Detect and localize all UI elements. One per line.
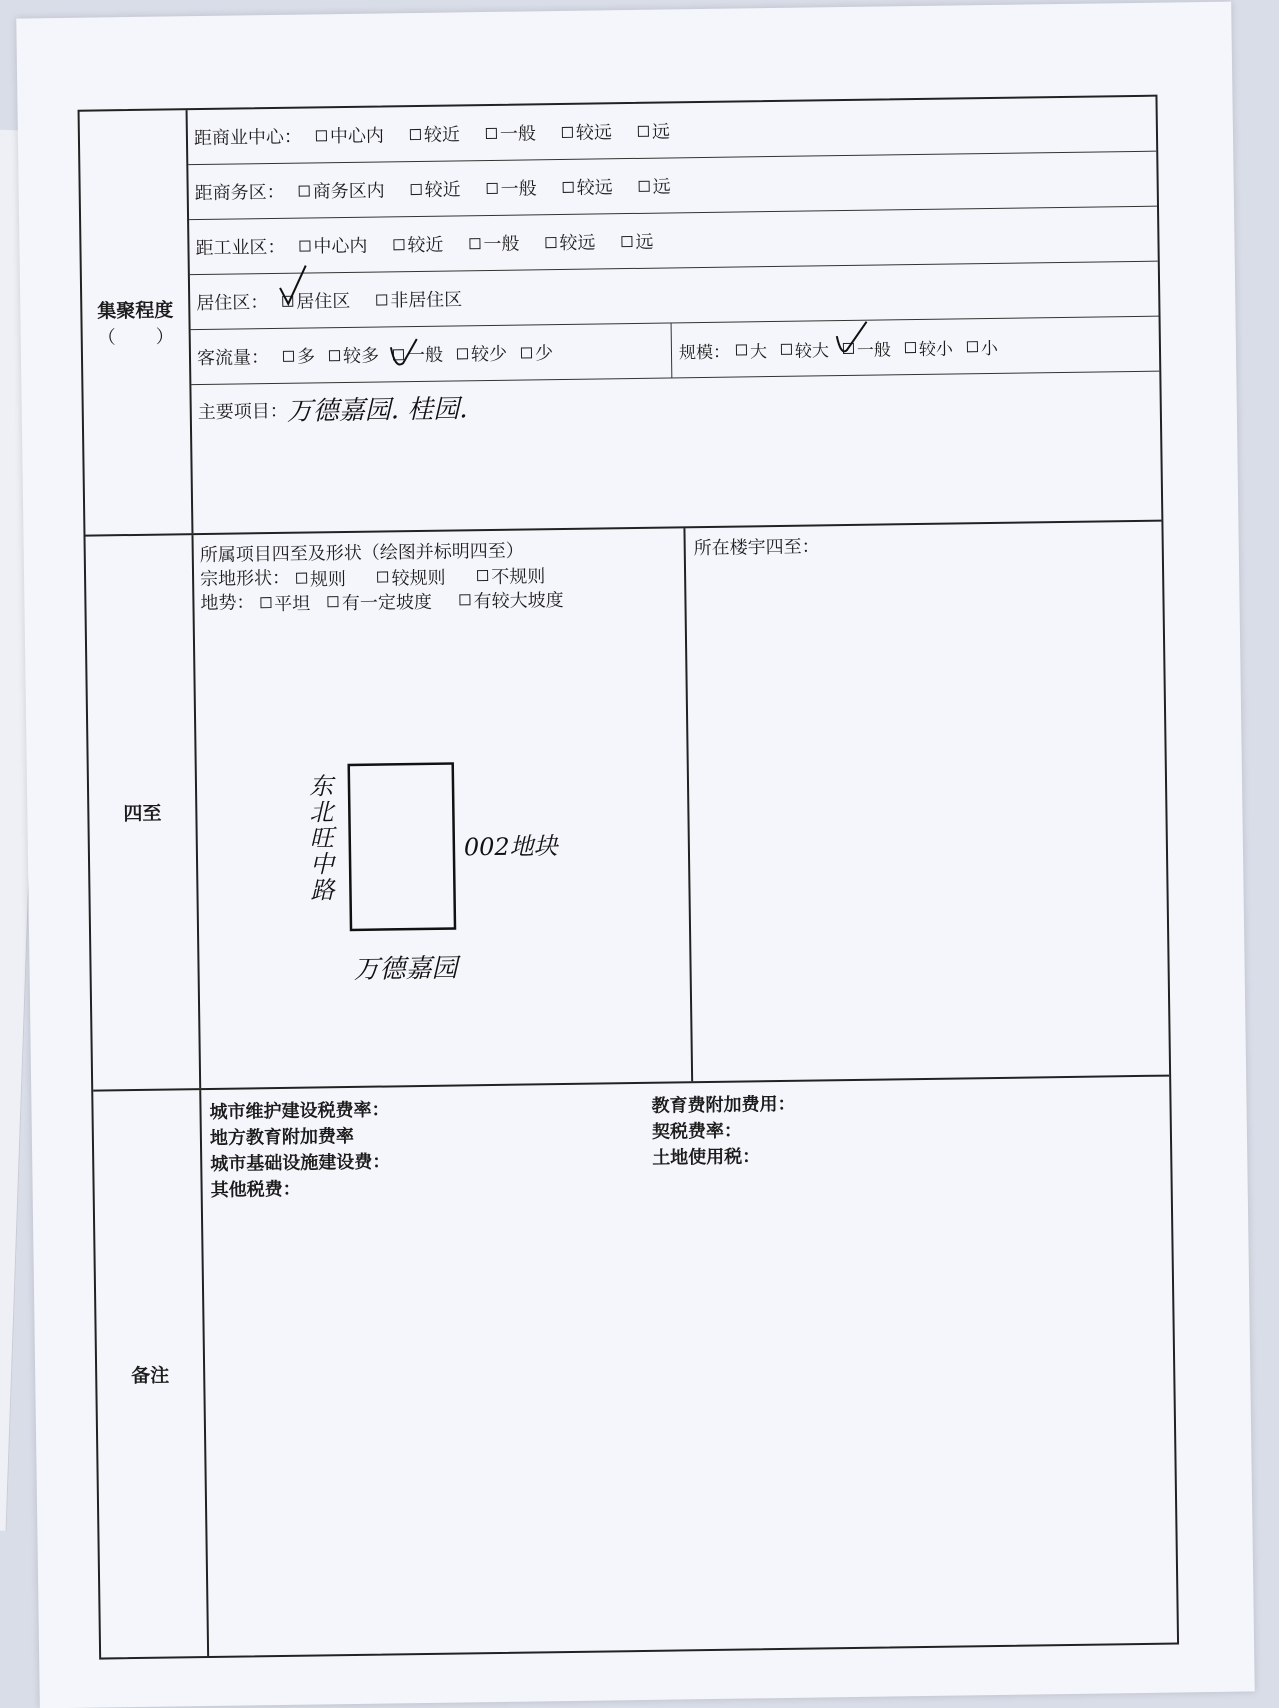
concentration-section [80, 97, 1162, 537]
checkbox[interactable] [283, 350, 294, 361]
option-non-residential[interactable] [376, 285, 462, 312]
boundaries-label [86, 535, 202, 1089]
option-label: 商务区内 [312, 180, 385, 203]
checkbox[interactable] [410, 128, 421, 139]
option-label: 较近 [423, 124, 461, 146]
checkbox[interactable] [639, 180, 650, 191]
option-label: 有较大坡度 [473, 589, 564, 612]
checkbox[interactable] [736, 344, 747, 355]
right-title: 所在楼宇四至： [693, 536, 820, 560]
option-label: 多 [296, 346, 316, 368]
scale-label: 规模： [678, 342, 731, 363]
option-label: 一般 [483, 233, 520, 256]
checkmark-icon [276, 261, 317, 308]
checkbox[interactable] [545, 237, 556, 248]
checkbox[interactable] [299, 185, 310, 196]
left-title: 所属项目四至及形状（绘图并标明四至） [199, 540, 524, 567]
checkbox[interactable] [460, 594, 471, 605]
option-label: 居住区 [296, 290, 351, 313]
checkbox[interactable] [486, 127, 497, 138]
row-label: 距工业区： [195, 236, 286, 260]
checkbox[interactable] [299, 240, 310, 251]
option-label: 一般 [856, 339, 892, 361]
remarks-body [201, 1077, 1177, 1656]
paper-sheet [16, 2, 1254, 1708]
checkbox[interactable] [377, 571, 388, 582]
option-label: 远 [652, 176, 671, 198]
option-farther[interactable] [562, 173, 612, 200]
boundaries-body [193, 522, 1169, 1088]
checkbox[interactable] [469, 238, 480, 249]
option-quite-large[interactable] [781, 336, 829, 362]
option-residential[interactable] [282, 287, 350, 314]
checkbox[interactable] [621, 235, 632, 246]
option-label: 大 [749, 341, 768, 362]
sketch-east-label: 002地块 [463, 832, 558, 862]
option-label: 有一定坡度 [341, 591, 433, 614]
remarks-right-line-2: 契税费率： [651, 1120, 743, 1143]
checkbox[interactable] [563, 181, 574, 192]
option-label: 较小 [918, 339, 954, 360]
remarks-right-line-3: 土地使用税： [652, 1146, 761, 1169]
sketch-south-label: 万德嘉园 [353, 953, 458, 985]
row-label: 距商业中心： [193, 126, 303, 150]
option-far[interactable] [638, 117, 670, 143]
option-label: 较远 [575, 122, 613, 144]
option-smaller[interactable] [905, 334, 953, 360]
option-farther[interactable] [562, 118, 612, 145]
option-label: 一般 [406, 344, 444, 367]
checkbox[interactable] [781, 343, 792, 354]
checkbox[interactable] [562, 126, 573, 137]
option-label: 较近 [424, 179, 461, 201]
option-label: 较大 [794, 340, 830, 362]
remarks-left-line-2: 地方教育附加费率 [209, 1125, 355, 1149]
option-label: 规则 [309, 568, 346, 591]
option-average[interactable] [393, 341, 443, 368]
checkbox[interactable] [967, 341, 978, 352]
concentration-paren: （ ） [97, 326, 174, 349]
option-medium[interactable] [486, 119, 536, 146]
option-label: 一般 [499, 123, 537, 145]
remarks-left-line-4: 其他税费： [210, 1178, 301, 1201]
option-label: 较规则 [391, 567, 446, 589]
option-far[interactable] [638, 172, 670, 198]
checkbox[interactable] [477, 570, 488, 581]
option-label: 较近 [407, 234, 444, 257]
option-label: 较少 [470, 343, 508, 366]
terrain-line [200, 584, 590, 617]
option-fewer[interactable] [457, 340, 507, 367]
option-label: 较远 [576, 177, 613, 199]
survey-form [78, 95, 1180, 1660]
site-sketch [347, 761, 480, 943]
checkmark-icon [389, 335, 423, 371]
checkbox[interactable] [376, 294, 387, 305]
option-center[interactable] [299, 232, 367, 259]
option-near[interactable] [410, 175, 460, 202]
option-quite-many[interactable] [329, 342, 379, 369]
option-farther[interactable] [545, 229, 595, 256]
row-label: 距商务区： [194, 181, 285, 205]
remarks-left-line-1: 城市维护建设税费率： [209, 1099, 390, 1123]
checkbox[interactable] [393, 239, 404, 250]
remarks-title: 备注 [131, 1364, 170, 1387]
remarks-right-line-1: 教育费附加费用： [651, 1093, 796, 1117]
option-label: 一般 [500, 178, 537, 200]
projects-handwriting: 万德嘉园. 桂园. [286, 394, 468, 427]
option-medium-scale[interactable] [843, 335, 891, 361]
option-label: 远 [635, 231, 654, 253]
option-many[interactable] [283, 342, 315, 368]
concentration-label [80, 110, 194, 534]
option-label: 小 [980, 338, 999, 359]
boundaries-section [86, 522, 1170, 1092]
remarks-section [93, 1077, 1177, 1658]
option-label: 较远 [559, 232, 596, 255]
checkbox[interactable] [487, 182, 498, 193]
remarks-label [93, 1090, 209, 1657]
checkbox[interactable] [328, 596, 339, 607]
option-near[interactable] [410, 120, 460, 147]
boundaries-title: 四至 [123, 802, 162, 826]
checkbox[interactable] [316, 130, 327, 141]
checkbox[interactable] [296, 573, 307, 584]
option-steep-slope[interactable] [459, 585, 563, 612]
projects-label: 主要项目： [197, 400, 288, 424]
option-large[interactable] [736, 337, 767, 362]
checkmark-icon [833, 319, 874, 360]
checkbox[interactable] [638, 125, 649, 136]
concentration-body [188, 97, 1162, 533]
option-label: 远 [651, 121, 671, 143]
traffic-cell [191, 323, 678, 384]
terrain-label: 地势： [200, 592, 255, 615]
option-some-slope[interactable] [328, 587, 432, 614]
checkbox[interactable] [521, 347, 532, 358]
option-label: 较多 [342, 345, 380, 368]
option-near[interactable] [393, 231, 443, 258]
remarks-left-line-3: 城市基础设施建设费： [210, 1151, 391, 1175]
option-medium[interactable] [486, 174, 536, 201]
option-label: 中心内 [313, 235, 368, 258]
option-label: 非居住区 [390, 289, 463, 312]
row-label: 居住区： [196, 292, 269, 315]
option-small[interactable] [967, 333, 998, 358]
sketch-west-label: 东北旺中路 [308, 772, 335, 905]
option-center[interactable] [316, 121, 384, 148]
option-label: 少 [534, 343, 554, 365]
shape-label: 宗地形状： [199, 567, 291, 591]
concentration-title: 集聚程度 [97, 299, 174, 323]
site-outline [349, 764, 455, 930]
checkbox[interactable] [905, 342, 916, 353]
option-medium[interactable] [469, 230, 519, 257]
option-inside[interactable] [299, 176, 385, 203]
option-label: 不规则 [491, 565, 546, 588]
option-label: 中心内 [329, 125, 385, 148]
checkbox[interactable] [260, 597, 271, 608]
traffic-label: 客流量： [196, 347, 270, 370]
checkbox[interactable] [329, 350, 340, 361]
checkbox[interactable] [411, 183, 422, 194]
checkbox[interactable] [457, 348, 468, 359]
option-few[interactable] [521, 339, 553, 365]
option-label: 平坦 [274, 593, 311, 615]
option-flat[interactable] [260, 589, 310, 616]
boundaries-divider [683, 528, 693, 1081]
option-far[interactable] [621, 228, 653, 254]
scale-cell [673, 317, 1160, 378]
